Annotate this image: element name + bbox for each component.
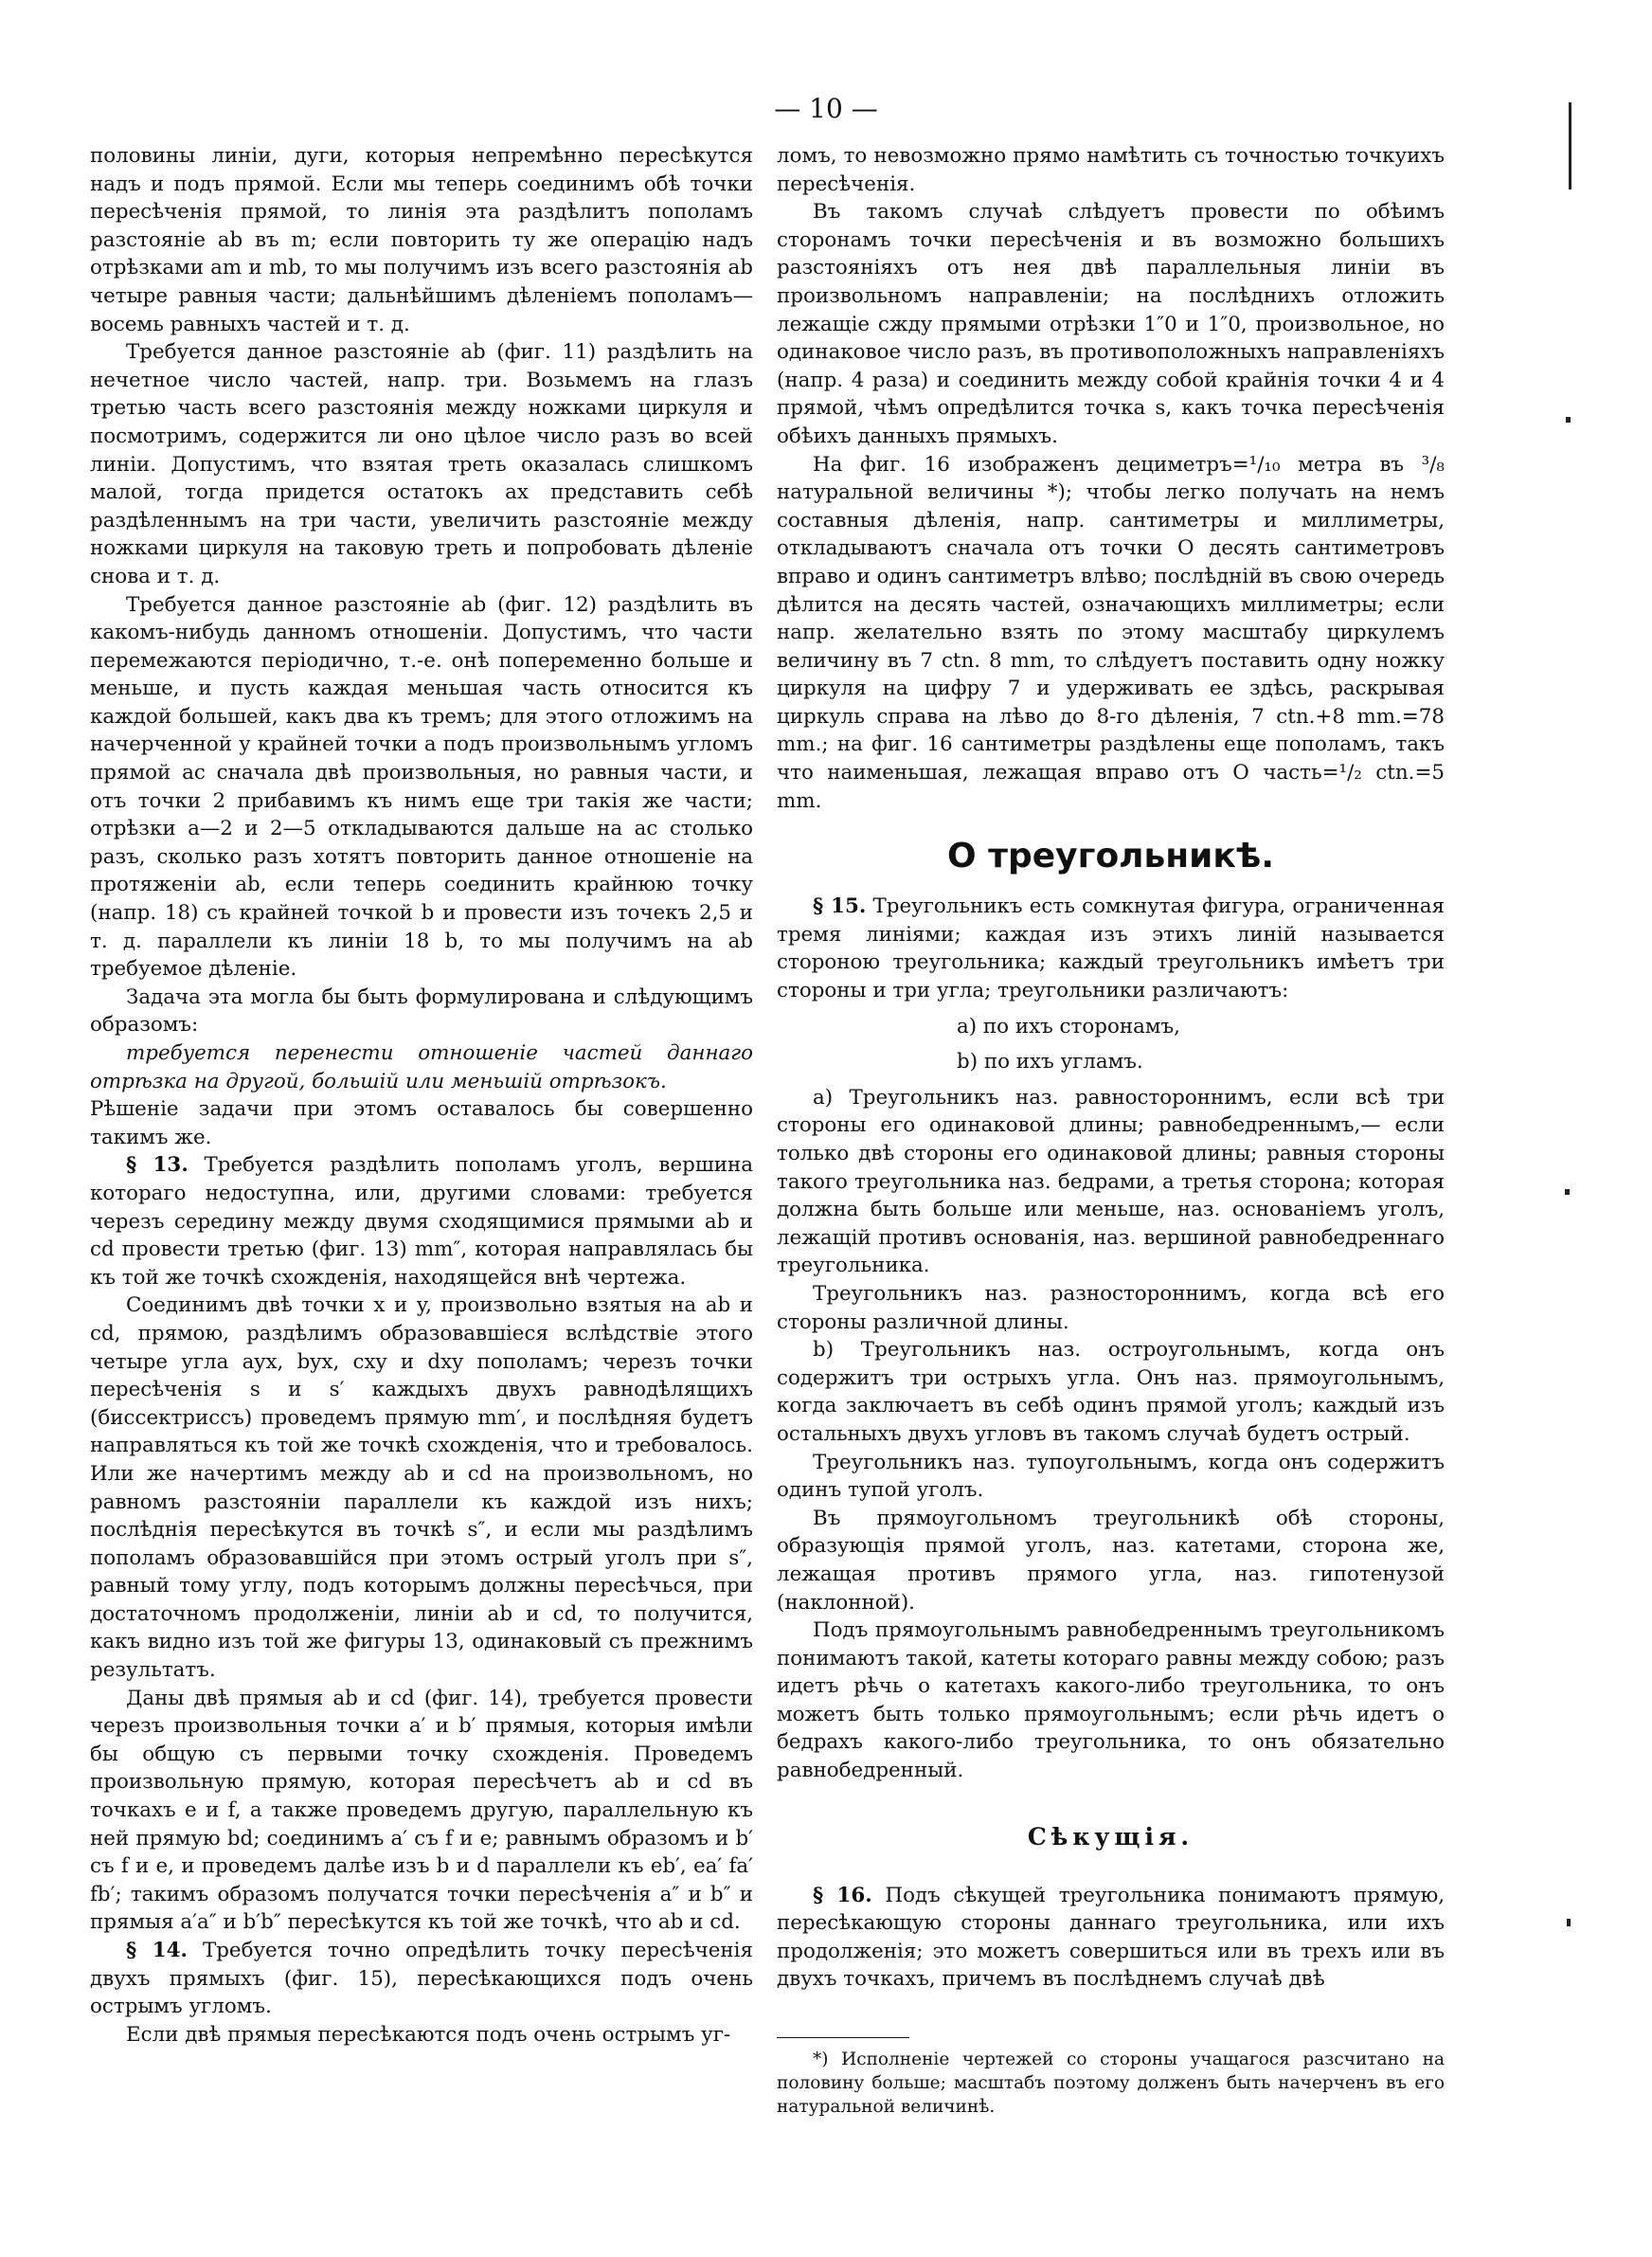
paragraph: Если двѣ прямыя пересѣкаются подъ очень острымъ уг- (126, 2022, 731, 2047)
section-mark: § 13. (126, 1153, 189, 1178)
section-16 (777, 1882, 1445, 1994)
paragraph: Задача эта могла бы быть формулирована и слѣдующимъ образомъ: (90, 984, 753, 1038)
list-item: a) по ихъ сторонамъ, (957, 1014, 1180, 1038)
section-heading: О треугольникѣ. (946, 837, 1275, 876)
footnote-rule (777, 2037, 909, 2038)
scan-mark (1567, 1919, 1571, 1926)
scan-mark (1569, 102, 1571, 190)
section-mark: § 14. (126, 1939, 188, 1962)
section-text: Подъ сѣкущей треугольника понимаютъ прямую, пересѣкающую стороны даннаго треугольника, или ихъ продолженія; это можетъ совершиться или въ трехъ или въ двухъ точкахъ, причемъ въ послѣднемъ случаѣ двѣ (777, 1883, 1445, 1992)
paragraph: Подъ прямоугольнымъ равнобедреннымъ треугольникомъ понимаютъ такой, катеты котораго равны между собою; разъ идетъ рѣчь о катетахъ какого-либо треугольника, то онъ можетъ быть только прямоугольнымъ; если рѣчь идетъ о бедрахъ какого-либо треугольника, то онъ обязательно равнобедренный. (777, 1618, 1445, 1783)
right-column (777, 142, 1445, 2119)
paragraph: Требуется данное разстояніе ab (фиг. 11) раздѣлить на нечетное число частей, напр. три. Возьмемъ на глазъ третью часть всего разстоянія между ножками циркуля и посмотримъ, содержится ли оно цѣлое число разъ во всей линіи. Допустимъ, что взятая треть оказалась слишкомъ малой, тогда придется остатокъ ax представить себѣ раздѣленнымъ на три части, увеличить разстояніе между ножками циркуля на таковую треть и попробовать дѣленіе снова и т. д. (90, 340, 753, 588)
paragraph: Соединимъ двѣ точки x и y, произвольно взятыя на ab и cd, прямою, раздѣлимъ образовавшіеся вслѣдствіе этого четыре угла ayx, byx, cxy и dxy пополамъ; черезъ точки пересѣченія s и s′ каждыхъ двухъ равнодѣлящихъ (биссектриссъ) проведемъ прямую mm′, и послѣдняя будетъ направляться къ той же точкѣ схожденія, что и требовалось. Или же начертимъ между ab и cd на произвольномъ, но равномъ разстояніи параллели къ каждой изъ нихъ; послѣднія пересѣкутся въ точкѣ s″, и если мы раздѣлимъ пополамъ образовавшійся при этомъ острый уголъ при s″, равный тому углу, подъ которымъ должны пересѣчься, при достаточномъ продолженіи, линіи ab и cd, то получится, какъ видно изъ той же фигуры 13, одинаковый съ прежнимъ результатъ. (90, 1293, 753, 1683)
paragraph: Въ прямоугольномъ треугольникѣ обѣ стороны, образующія прямой уголъ, наз. катетами, сторона же, лежащая противъ прямого угла, наз. гипотенузой (наклонной). (777, 1506, 1445, 1615)
footnote: *) Исполненіе чертежей со стороны учащагося разсчитано на половину больше; масштабъ поэтому долженъ быть начерченъ въ его натуральной величинѣ. (777, 2049, 1445, 2118)
section-text: Требуется раздѣлить пополамъ уголъ, вершина котораго недоступна, или, другими словами: требуется черезъ середину между двумя сходящимися прямыми ab и cd провести третью (фиг. 13) mm″, которая направлялась бы къ той же точкѣ схожденія, находящейся внѣ чертежа. (90, 1153, 753, 1290)
paragraph: ломъ, то невозможно прямо намѣтить съ точностью точкуихъ пересѣченія. (777, 144, 1445, 196)
paragraph: половины линіи, дуги, которыя непремѣнно пересѣкутся надъ и подъ прямой. Если мы теперь соединимъ обѣ точки пересѣченія прямой, то линія эта раздѣлитъ пополамъ разстояніе ab въ m; если повторить ту же операцію надъ отрѣзками am и mb, то мы получимъ изъ всего разстоянія ab четыре равныя части; дальнѣйшимъ дѣленіемъ пополамъ— восемь равныхъ частей и т. д. (90, 144, 753, 336)
paragraph: Рѣшеніе задачи при этомъ оставалось бы совершенно такимъ же. (90, 1097, 753, 1149)
paragraph: Треугольникъ наз. тупоугольнымъ, когда онъ содержитъ одинъ тупой уголъ. (777, 1450, 1445, 1503)
section-13 (90, 1151, 753, 1291)
page-number: — 10 — (774, 93, 878, 124)
section-mark: § 15. (813, 894, 867, 919)
paragraph: Требуется данное разстояніе ab (фиг. 12) раздѣлить въ какомъ-нибудь данномъ отношеніи. Допустимъ, что части перемежаются періодично, т.-е. онѣ попеременно больше и меньше, и пусть каждая меньшая часть относится къ каждой большей, какъ два къ тремъ; для этого отложимъ на начерченной у крайней точки a подъ произвольнымъ угломъ прямой ac сначала двѣ произвольныя, но равныя части, и отъ точки 2 прибавимъ къ нимъ еще три такія же части; отрѣзки a—2 и 2—5 откладываются дальше на ac столько разъ, сколько разъ хотятъ повторить данное отношеніе на протяженіи ab, если теперь соединить крайнюю точку (напр. 18) съ крайней точкой b и провести изъ точекъ 2,5 и т. д. параллели къ линіи 18 b, то мы получимъ на ab требуемое дѣленіе. (90, 592, 753, 982)
scan-mark (1565, 1189, 1570, 1195)
list-item: b) по ихъ угламъ. (957, 1050, 1143, 1074)
paragraph: b) Треугольникъ наз. остроугольнымъ, когда онъ содержитъ три острыхъ угла. Онъ наз. прямоугольнымъ, когда заключаетъ въ себѣ одинъ прямой уголъ; каждый изъ остальныхъ двухъ угловъ въ такомъ случаѣ будетъ острый. (777, 1338, 1445, 1446)
paragraph: Даны двѣ прямыя ab и cd (фиг. 14), требуется провести черезъ произвольныя точки a′ и b′ прямыя, которыя имѣли бы общую съ первыми точку схожденія. Проведемъ произвольную прямую, которая пересѣчетъ ab и cd въ точкахъ e и f, а также проведемъ другую, параллельную къ ней прямую bd; соединимъ a′ съ f и e; равнымъ образомъ и b′ съ f и e, и проведемъ далѣе изъ b и d параллели къ eb′, ea′ fa′ fb′; такимъ образомъ получатся точки пересѣченія a″ и b″ и прямыя a′a″ и b′b″ пересѣкутся къ той же точкѣ, что ab и cd. (90, 1686, 753, 1935)
subsection-heading: Сѣкущія. (1027, 1822, 1194, 1851)
paragraph: На фиг. 16 изображенъ дециметръ=¹/₁₀ метра въ ³/₈ натуральной величины *); чтобы легко получать на немъ составныя дѣленія, напр. сантиметры и миллиметры, откладываютъ сначала отъ точки O десять сантиметровъ вправо и одинъ сантиметръ влѣво; послѣдній въ свою очередь дѣлится на десять частей, означающихъ миллиметры; если напр. желательно взять по этому масштабу циркулемъ величину въ 7 ctn. 8 mm, то слѣдуетъ поставить одну ножку циркуля на цифру 7 и удерживать ее здѣсь, раскрывая циркуль справа на лѣво до 8-го дѣленія, 7 ctn.+8 mm.=78 mm.; на фиг. 16 сантиметры раздѣлены еще пополамъ, такъ что наименьшая, лежащая вправо отъ O часть=¹/₂ ctn.=5 mm. (777, 452, 1445, 813)
paragraph: a) Треугольникъ наз. равностороннимъ, если всѣ три стороны его одинаковой длины; равнобедреннымъ,— если только двѣ стороны его одинаковой длины; равныя стороны такого треугольника наз. бедрами, а третья сторона; которая должна быть больше или меньше, наз. основаніемъ уголъ, лежащій противъ основанія, наз. вершиной равнобедреннаго треугольника. (777, 1085, 1445, 1278)
section-text: Треугольникъ есть сомкнутая фигура, ограниченная тремя линіями; каждая изъ этихъ линій называется стороною треугольника; каждый треугольникъ имѣетъ три стороны и три угла; треугольники различаютъ: (777, 894, 1445, 1003)
section-14 (90, 1937, 753, 2021)
section-mark: § 16. (813, 1883, 872, 1907)
scan-mark (1566, 417, 1571, 423)
paragraph: Треугольникъ наз. разностороннимъ, когда всѣ его стороны различной длины. (777, 1281, 1445, 1334)
quote: требуется перенести отношеніе частей даннаго отрѣзка на другой, большій или меньшій отрѣзокъ. (90, 1041, 753, 1093)
section-15 (777, 893, 1445, 1004)
left-column (90, 142, 753, 2049)
paragraph: Въ такомъ случаѣ слѣдуетъ провести по обѣимъ сторонамъ точки пересѣченія и въ возможно большихъ разстояніяхъ отъ нея двѣ параллельныя линіи въ произвольномъ направленіи; на послѣднихъ отложить лежащіе сжду прямыми отрѣзки 1″0 и 1″0, произвольное, но одинаковое число разъ, въ противоположныхъ направленіяхъ (напр. 4 раза) и соединить между собой крайнія точки 4 и 4 прямой, чѣмъ опредѣлится точка s, какъ точка пересѣченія обѣихъ данныхъ прямыхъ. (777, 200, 1445, 448)
section-text: Требуется точно опредѣлить точку пересѣченія двухъ прямыхъ (фиг. 15), пересѣкающихся подъ очень острымъ угломъ. (90, 1939, 753, 2019)
